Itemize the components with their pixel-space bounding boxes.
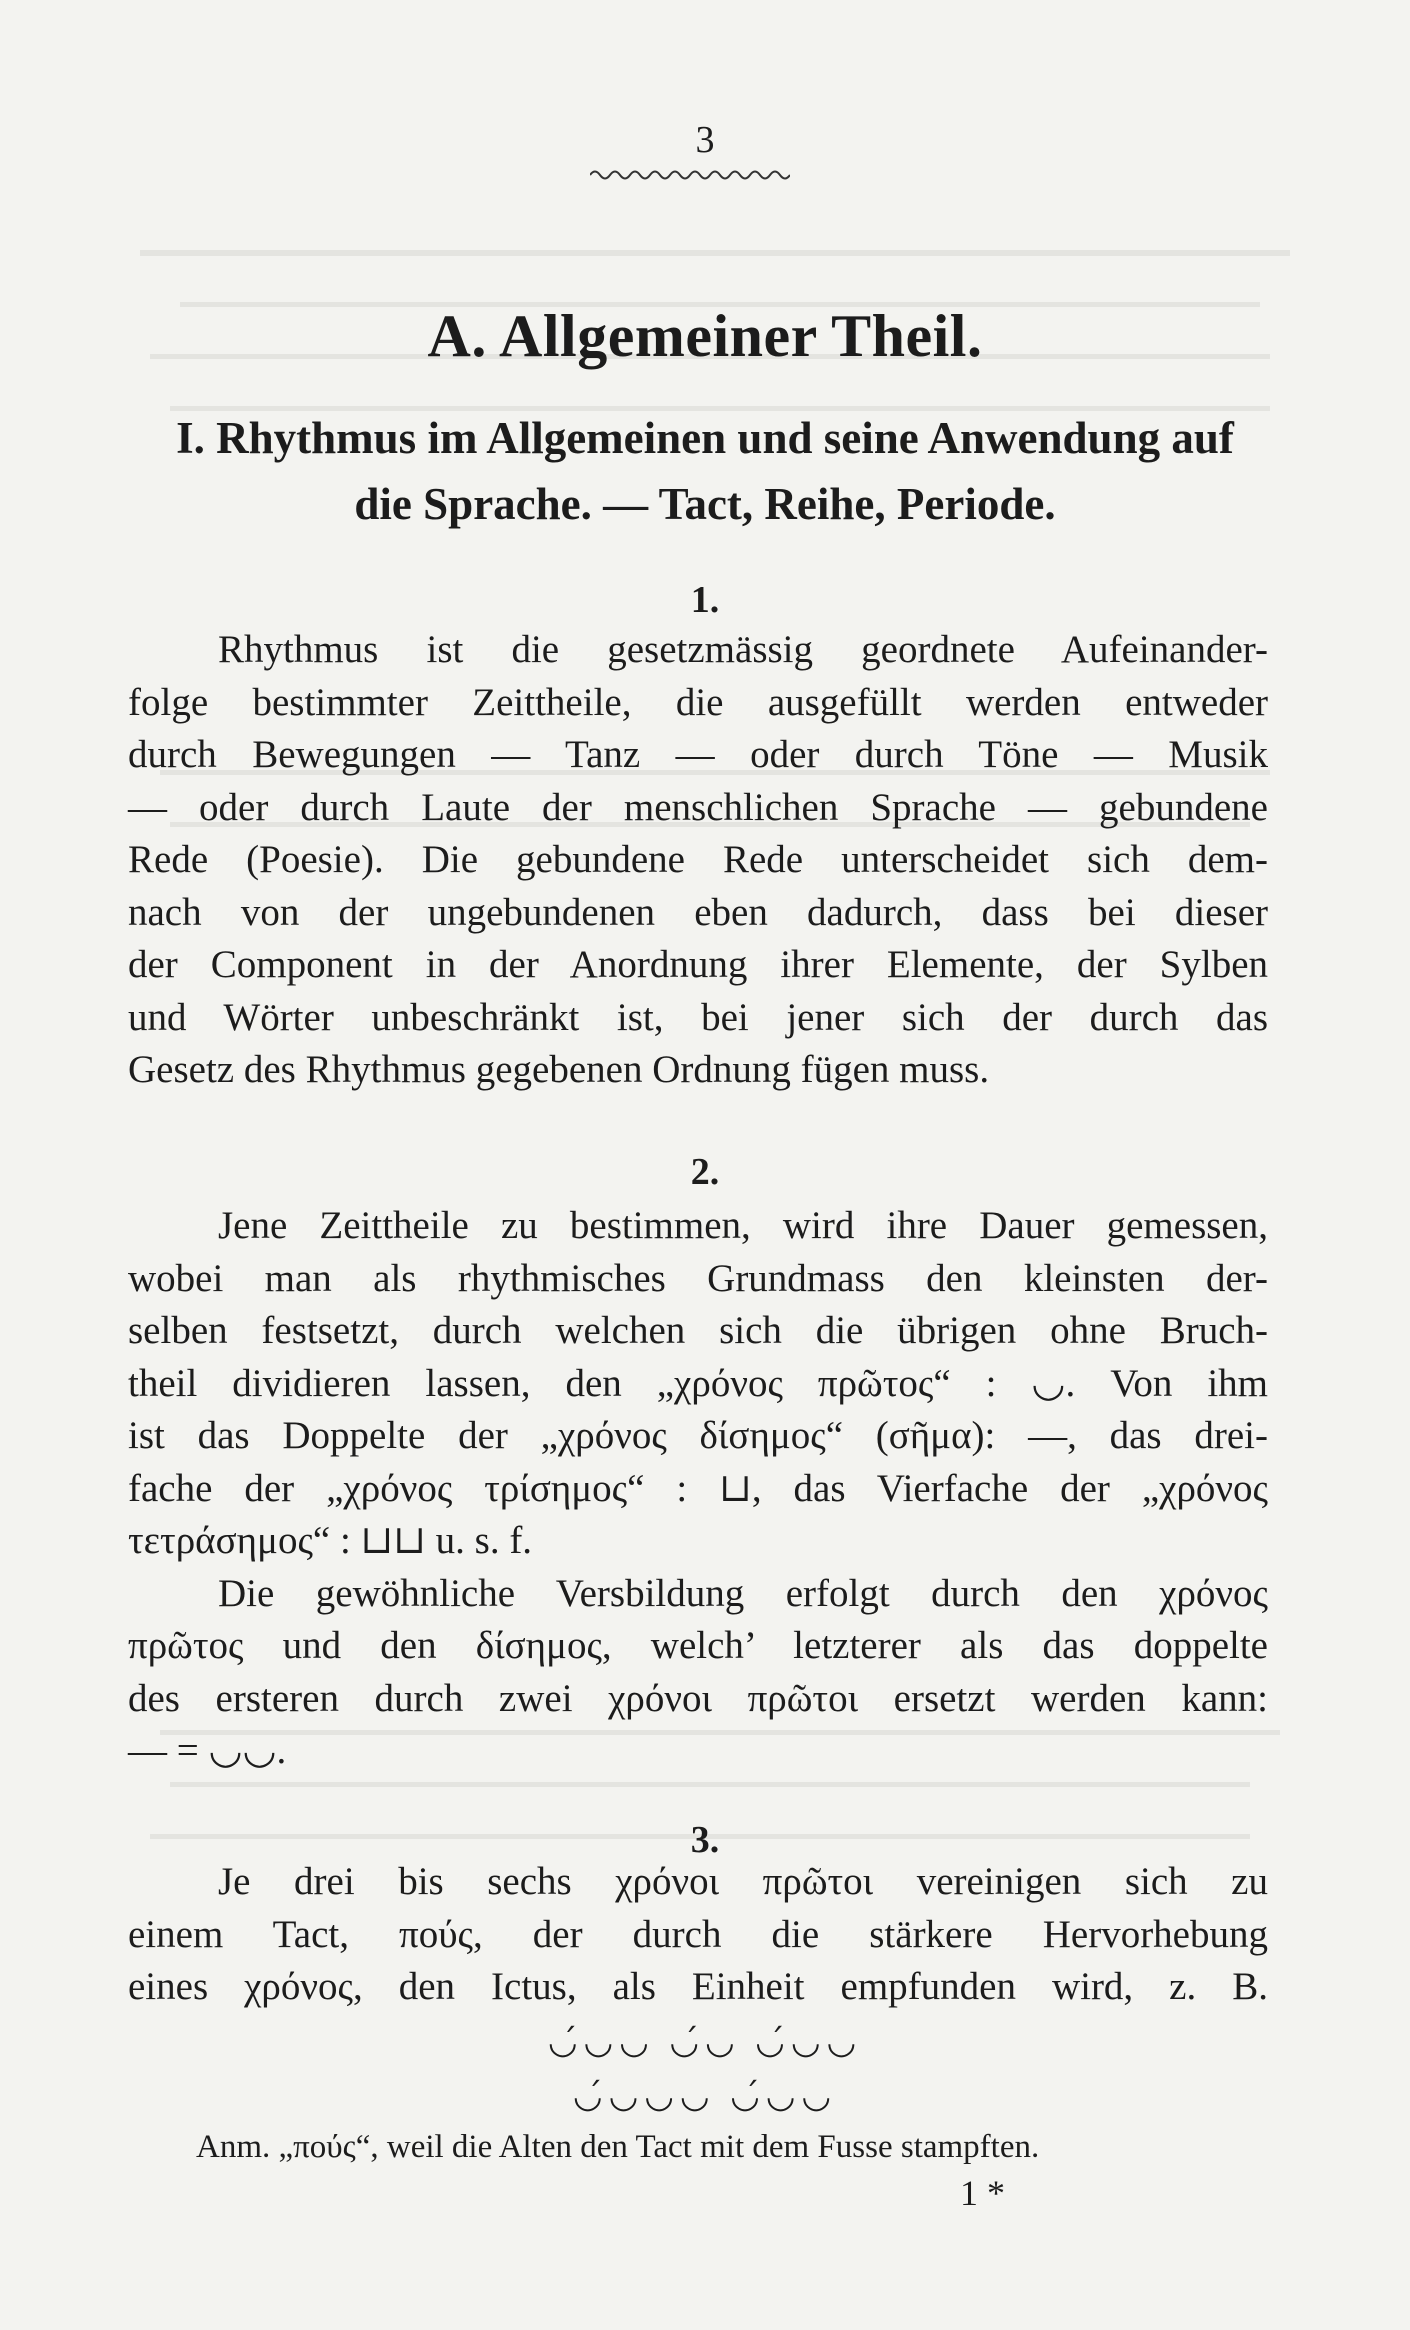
page-number: 3 [695, 119, 715, 161]
text-line: πρῶτος und den δίσημος, welch’ letzterer als das doppelte [128, 1624, 1268, 1667]
footnote: Anm. „πούς“, weil die Alten den Tact mit dem Fusse stampften. [196, 2129, 1040, 2165]
section-3-text [128, 1856, 1268, 2014]
wavy-ornament-icon [590, 168, 790, 182]
text-line: folge bestimmter Zeittheile, die ausgefüllt werden entweder [128, 680, 1268, 724]
text-line: fache der „χρόνος τρίσημος“ : ⊔, das Vierfache der „χρόνος [128, 1466, 1268, 1510]
section-number: 2. [690, 1151, 720, 1193]
text-line: ist das Doppelte der „χρόνος δίσημος“ (σῆμα): —, das drei- [128, 1414, 1268, 1457]
section-number: 3. [690, 1819, 720, 1861]
text-line: nach von der ungebundenen eben dadurch, dass bei dieser [128, 890, 1268, 934]
section-heading-line-1: I. Rhythmus im Allgemeinen und seine Anwendung auf [176, 413, 1234, 463]
text-line: Die gewöhnliche Versbildung erfolgt durch den χρόνος [218, 1571, 1268, 1615]
text-line: der Component in der Anordnung ihrer Elemente, der Sylben [128, 943, 1268, 986]
text-line: einem Tact, πούς, der durch die stärkere Hervorhebung [128, 1912, 1268, 1956]
text-line: Rede (Poesie). Die gebundene Rede unterscheidet sich dem- [128, 838, 1268, 881]
text-line: — oder durch Laute der menschlichen Sprache — gebundene [128, 785, 1268, 829]
text-line: theil dividieren lassen, den „χρόνος πρῶτος“ : ◡. Von ihm [128, 1361, 1268, 1405]
text-line: Gesetz des Rhythmus gegebenen Ordnung fügen muss. [128, 1048, 990, 1091]
section-1-text [128, 624, 1268, 1097]
section-number: 1. [690, 579, 720, 621]
section-2-text [128, 1200, 1268, 1778]
text-line: durch Bewegungen — Tanz — oder durch Töne — Musik [128, 733, 1268, 776]
metrical-scheme-line: ◡́◡◡◡ ◡́◡◡ [572, 2078, 838, 2115]
text-line: selben festsetzt, durch welchen sich die übrigen ohne Bruch- [128, 1309, 1268, 1352]
text-line: des ersteren durch zwei χρόνοι πρῶτοι ersetzt werden kann: [128, 1676, 1268, 1720]
text-line: Je drei bis sechs χρόνοι πρῶτοι vereinigen sich zu [218, 1860, 1268, 1903]
text-line: eines χρόνος, den Ictus, als Einheit empfunden wird, z. B. [128, 1965, 1268, 2008]
text-line: wobei man als rhythmisches Grundmass den kleinsten der- [128, 1256, 1268, 1300]
metrical-scheme-line: ◡́◡◡ ◡́◡ ◡́◡◡ [547, 2024, 863, 2061]
text-line: τετράσημος“ : ⊔⊔ u. s. f. [128, 1519, 533, 1562]
signature-mark: 1 * [960, 2173, 1005, 2213]
section-heading-line-2: die Sprache. — Tact, Reihe, Periode. [354, 479, 1056, 529]
text-line: Jene Zeittheile zu bestimmen, wird ihre Dauer gemessen, [218, 1204, 1268, 1247]
chapter-title: A. Allgemeiner Theil. [427, 303, 983, 369]
text-line: Rhythmus ist die gesetzmässig geordnete Aufeinander- [218, 628, 1268, 671]
text-line: — = ◡◡. [128, 1729, 287, 1772]
text-line: und Wörter unbeschränkt ist, bei jener sich der durch das [128, 995, 1268, 1039]
